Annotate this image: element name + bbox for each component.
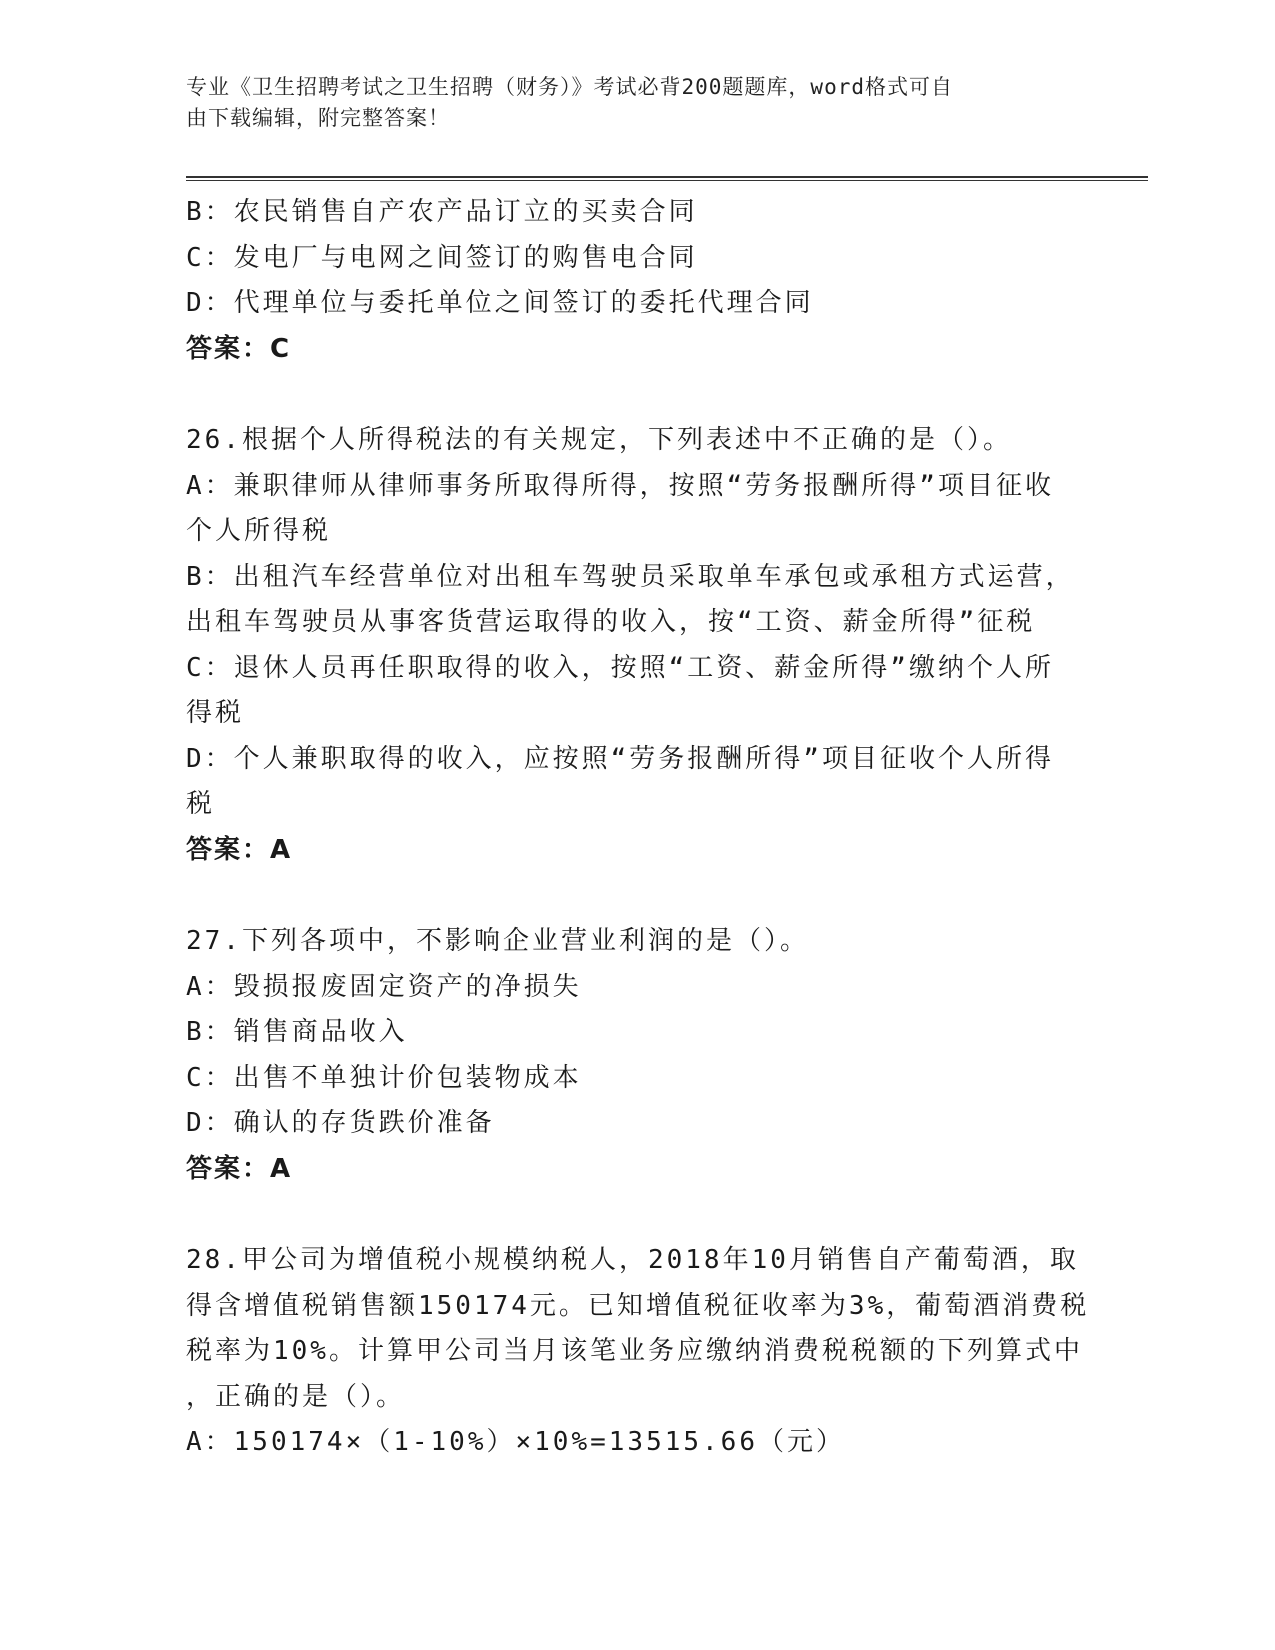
spacer [186,372,1086,418]
question-26-option-b-cont: 出租车驾驶员从事客货营运取得的收入，按“工资、薪金所得”征税 [186,607,1036,637]
page-header [186,72,1066,134]
question-25-answer: 答案：C [186,333,292,364]
question-28-stem: 28.甲公司为增值税小规模纳税人，2018年10月销售自产葡萄酒，取 [186,1245,1079,1275]
question-26 [186,418,1086,873]
spacer [186,1192,1086,1238]
question-27-option-b: B：销售商品收入 [186,1017,408,1047]
question-26-option-a: A：兼职律师从律师事务所取得所得，按照“劳务报酬所得”项目征收 [186,470,1054,501]
question-26-stem: 26.根据个人所得税法的有关规定，下列表述中不正确的是（）。 [186,425,1012,455]
question-28-stem-cont-3: ，正确的是（）。 [186,1381,406,1412]
question-25-option-d: D：代理单位与委托单位之间签订的委托代理合同 [186,288,814,318]
header-divider [186,176,1148,181]
question-28-stem-cont-1: 得含增值税销售额150174元。已知增值税征收率为3%，葡萄酒消费税 [186,1290,1090,1321]
header-title-line-2: 由下载编辑，附完整答案！ [186,106,450,130]
spacer [186,873,1086,919]
question-27-option-d: D：确认的存货跌价准备 [186,1108,495,1138]
question-25 [186,190,1086,372]
question-26-option-c: C：退休人员再任职取得的收入，按照“工资、薪金所得”缴纳个人所 [186,652,1054,683]
question-27-option-c: C：出售不单独计价包装物成本 [186,1062,582,1093]
question-26-option-b: B：出租汽车经营单位对出租车驾驶员采取单车承包或承租方式运营， [186,561,1075,592]
question-26-answer: 答案：A [186,834,293,865]
question-26-option-d-cont: 税 [186,789,216,819]
question-27 [186,919,1086,1192]
question-25-option-b: B：农民销售自产农产品订立的买卖合同 [186,197,698,227]
question-26-option-c-cont: 得税 [186,698,245,728]
question-27-option-a: A：毁损报废固定资产的净损失 [186,971,582,1002]
question-28-stem-cont-2: 税率为10%。计算甲公司当月该笔业务应缴纳消费税税额的下列算式中 [186,1336,1083,1366]
question-28 [186,1238,1090,1466]
question-26-option-a-cont: 个人所得税 [186,516,332,546]
question-28-option-a: A：150174×（1-10%）×10%=13515.66（元） [186,1427,845,1457]
question-list [186,190,1090,1466]
question-25-option-c: C：发电厂与电网之间签订的购售电合同 [186,242,698,273]
question-26-option-d: D：个人兼职取得的收入，应按照“劳务报酬所得”项目征收个人所得 [186,743,1054,774]
header-title-line-1: 专业《卫生招聘考试之卫生招聘（财务）》考试必背200题题库，word格式可自 [186,75,953,99]
question-27-stem: 27.下列各项中，不影响企业营业利润的是（）。 [186,926,809,956]
question-27-answer: 答案：A [186,1153,293,1184]
